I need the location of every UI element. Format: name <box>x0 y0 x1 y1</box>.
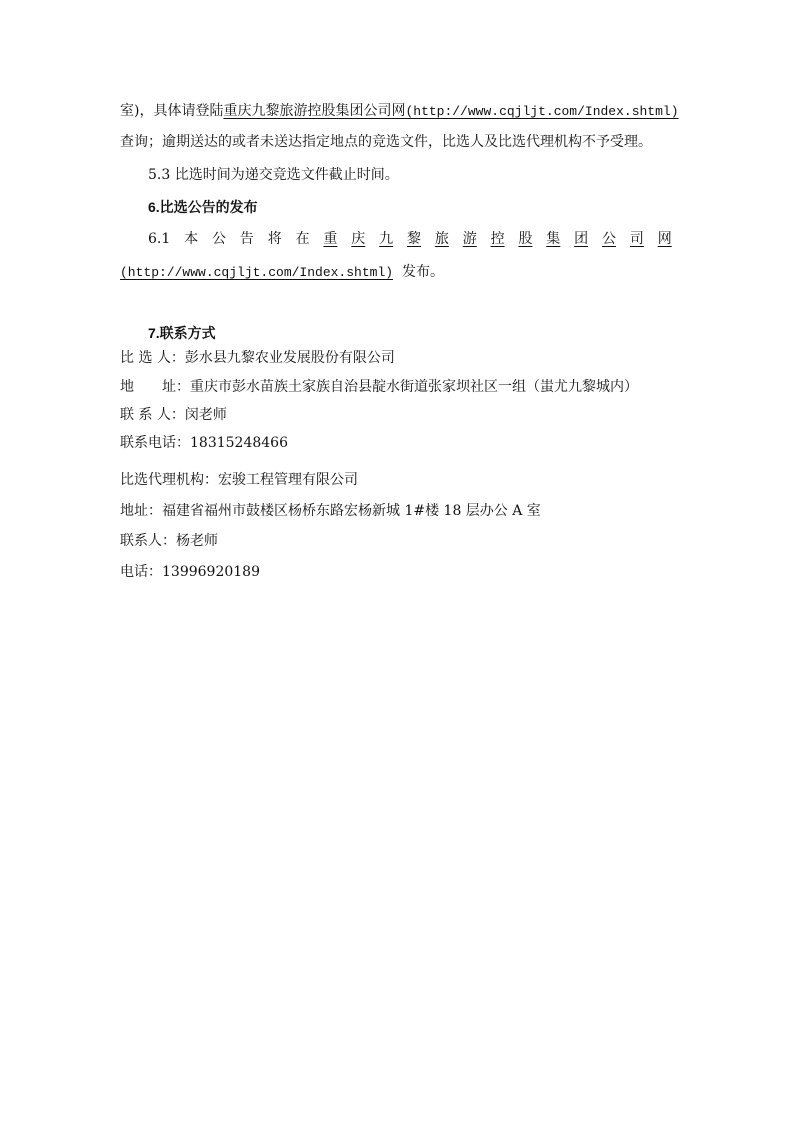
publish-suffix: 发布。 <box>401 264 444 280</box>
paragraph-6-1-line1 <box>148 229 672 249</box>
link-char[interactable]: 集 <box>546 231 561 247</box>
link-char[interactable]: 黎 <box>407 231 421 247</box>
paragraph-5-2-continued-line1 <box>120 101 679 122</box>
contact-bidder: 比 选 人：彭水县九黎农业发展股份有限公司 <box>120 350 395 366</box>
char: 本 <box>184 231 199 247</box>
char: 告 <box>239 231 254 247</box>
char: 公 <box>211 231 226 247</box>
contact-address: 地 址：重庆市彭水苗族土家族自治县靛水街道张家坝社区一组（蚩尤九黎城内） <box>120 379 638 395</box>
link-char[interactable]: 网 <box>657 231 672 247</box>
link-char[interactable]: 司 <box>629 231 644 247</box>
link-char[interactable]: 控 <box>490 231 505 247</box>
group-website-link[interactable]: 重庆九黎旅游控股集团公司网 <box>223 103 406 119</box>
link-char[interactable]: 游 <box>462 231 477 247</box>
link-char[interactable]: 庆 <box>351 231 366 247</box>
paragraph-5-2-continued-line2: 查询；逾期送达的或者未送达指定地点的竞选文件，比选人及比选代理机构不予受理。 <box>120 134 652 150</box>
char: 将 <box>267 231 282 247</box>
link-char[interactable]: 重 <box>323 231 338 247</box>
char: 在 <box>295 231 310 247</box>
clause-number: 6.1 <box>148 231 171 247</box>
website-url-link[interactable]: (http://www.cqjljt.com/Index.shtml) <box>405 104 679 119</box>
agency-name: 比选代理机构：宏骏工程管理有限公司 <box>120 472 358 488</box>
contact-person: 联 系 人：闵老师 <box>120 407 227 423</box>
link-char[interactable]: 公 <box>602 231 617 247</box>
link-char[interactable]: 九 <box>379 231 394 247</box>
link-char[interactable]: 旅 <box>434 231 449 247</box>
paragraph-5-3: 5.3 比选时间为递交竞选文件截止时间。 <box>148 167 399 183</box>
agency-contact-person: 联系人：杨老师 <box>120 533 218 549</box>
agency-phone: 电话：13996920189 <box>120 564 260 580</box>
link-char[interactable]: 股 <box>518 231 533 247</box>
link-char[interactable]: 团 <box>574 231 589 247</box>
section-6-heading: 6.比选公告的发布 <box>148 199 258 215</box>
agency-address: 地址：福建省福州市鼓楼区杨桥东路宏杨新城 1#楼 18 层办公 A 室 <box>120 503 541 519</box>
website-url-link[interactable]: (http://www.cqjljt.com/Index.shtml) <box>120 265 394 280</box>
section-7-heading: 7.联系方式 <box>148 325 216 341</box>
text-prefix: 室)，具体请登陆 <box>120 103 224 119</box>
contact-phone: 联系电话：18315248466 <box>120 435 288 451</box>
paragraph-6-1-line2 <box>120 262 444 283</box>
